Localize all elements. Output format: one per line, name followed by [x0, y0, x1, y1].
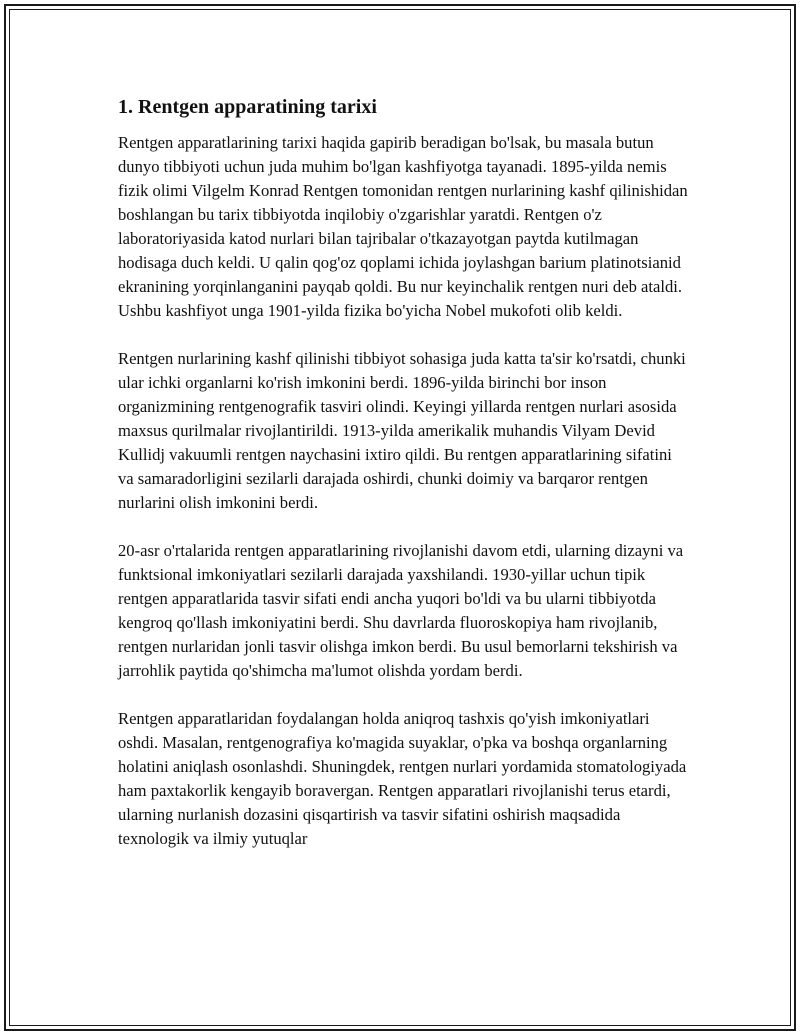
paragraph-4: Rentgen apparatlaridan foydalangan holda aniqroq tashxis qo'yish imkoniyatlari oshdi. Masalan, rentgenografiya ko'magida suyaklar, o'pka va boshqa organlarning holatini aniqlash osonlashdi. Shuningdek, rentgen nurlari yordamida stomatologiyada ham paxtakorlik kengayib boravergan. Rentgen apparatlari rivojlanishi terus etardi, ularning nurlanish dozasini qisqartirish va tasvir sifatini oshirish maqsadida texnologik va ilmiy yutuqlar	[118, 709, 687, 848]
paragraph-1: Rentgen apparatlarining tarixi haqida gapirib beradigan bo'lsak, bu masala butun dunyo tibbiyoti uchun juda muhim bo'lgan kashfiyotga tayanadi. 1895-yilda nemis fizik olimi Vilgelm Konrad Rentgen tomonidan rentgen nurlarining kashf qilinishidan boshlangan bu tarix tibbiyotda inqilobiy o'zgarishlar yaratdi. Rentgen o'z laboratoriyasida katod nurlari bilan tajribalar o'tkazayotgan paytda kutilmagan hodisaga duch keldi. U qalin qog'oz qoplami ichida joylashgan barium platinotsianid ekranining yorqinlanganini payqab qoldi. Bu nur keyinchalik rentgen nuri deb ataldi. Ushbu kashfiyot unga 1901-yilda fizika bo'yicha Nobel mukofoti olib keldi.	[118, 133, 688, 320]
section-title: 1. Rentgen apparatining tarixi	[118, 96, 377, 118]
paragraph-3: 20-asr o'rtalarida rentgen apparatlarining rivojlanishi davom etdi, ularning dizayni va funktsional imkoniyatlari sezilarli darajada yaxshilandi. 1930-yillar uchun tipik rentgen apparatlarida tasvir sifati endi ancha yuqori bo'ldi va bu ularni tibbiyotda kengroq qo'llash imkoniyatini berdi. Shu davrlarda fluoroskopiya ham rivojlanib, rentgen nurlaridan jonli tasvir olishga imkon berdi. Bu usul bemorlarni tekshirish va jarrohlik paytida qo'shimcha ma'lumot olishda yordam berdi.	[118, 541, 684, 680]
paragraph-2: Rentgen nurlarining kashf qilinishi tibbiyot sohasiga juda katta ta'sir ko'rsatdi, chunki ular ichki organlarni ko'rish imkonini berdi. 1896-yilda birinchi bor inson organizmining rentgenografik tasviri olindi. Keyingi yillarda rentgen nurlari asosida maxsus qurilmalar rivojlantirildi. 1913-yilda amerikalik muhandis Vilyam Devid Kullidj vakuumli rentgen naychasini ixtiro qildi. Bu rentgen apparatlarining sifatini va samaradorligini sezilarli darajada oshirdi, chunki doimiy va barqaror rentgen nurlarini olish imkonini berdi.	[118, 349, 686, 512]
document-body	[118, 93, 688, 875]
